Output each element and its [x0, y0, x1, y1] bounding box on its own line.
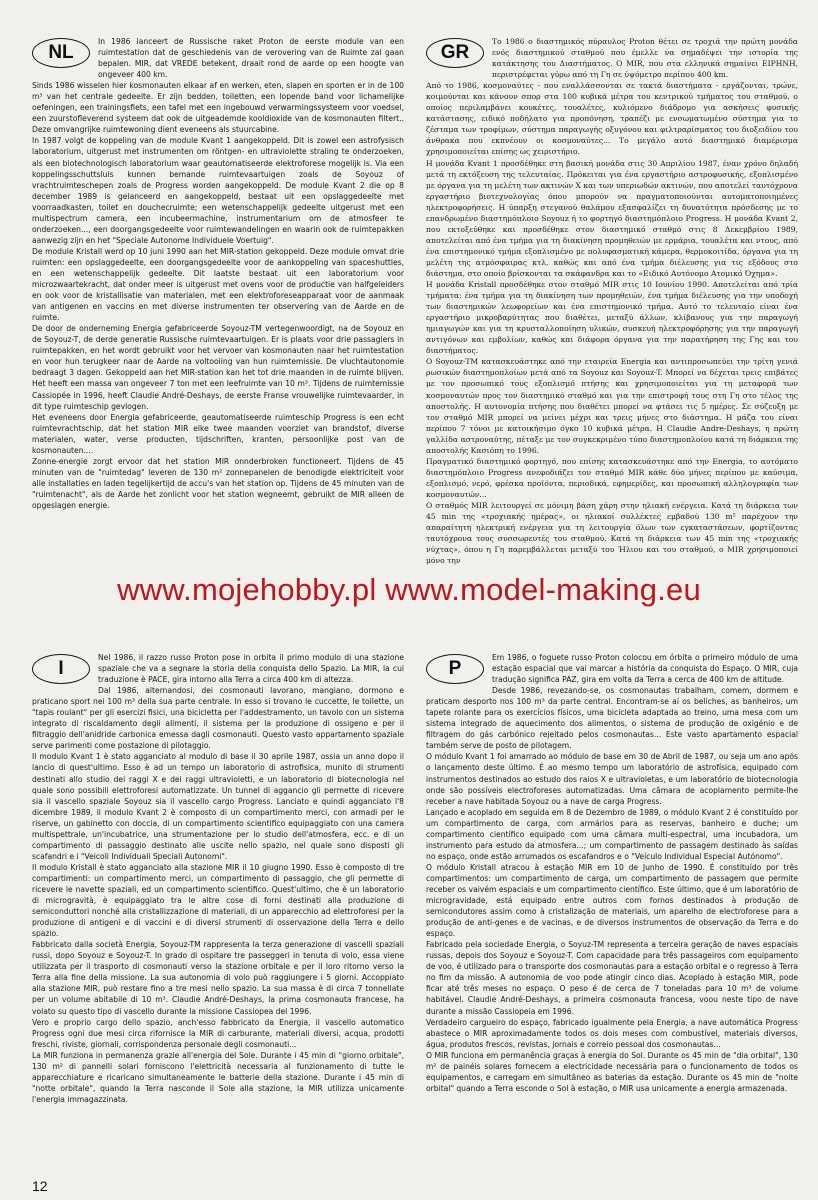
paragraph: Em 1986, o foguete russo Proton colocou em órbita o primeiro módulo de uma estação espacial que vai marcar a história da conquista do Espaço. O MIR, cuja tradução significa PAZ, gira em volta da Terra a cerca de 400 km de altitude. — [492, 653, 798, 685]
paragraph: De module Kristall werd op 10 juni 1990 aan het MIR-station gekoppeld. Deze module omvat drie ruimten: een opslaggedeelte, een doorgangsgedeelte voor de aankoppeling van spaceshuttles, en een wetenschappelijk gedeelte. Dit laatste bestaat uit een laboratorium voor microzwaartekracht, dat onder meer is uitgerust met ovens voor de productie van halfgeleiders en ook voor de kristallisatie van materialen, met een elektroforeseapparaat voor de aanmaak van antigenen en vaccins en met diverse instrumenten ter observering van de Aarde en de ruimte. — [32, 246, 404, 323]
section-dutch — [32, 36, 404, 596]
section-italian — [32, 652, 404, 1172]
paragraph: Από το 1986, κοσμοναύτες - που εναλλάσσονται σε τακτά διαστήματα - εργάζονται, τρώνε, κοιμούνται και κάνουν σπορ στα 100 κυβικά μέτρα του κεντρικού τμήματος του σταθμού, ο οποίος περιλαμβάνει κουκέτες, τουαλέτες, κυλιόμενο διάδρομο για ασκήσεις φυσικής κατάστασης, ειδικό ποδήλατο για προπόνηση, τραπέζι με ενσωματωμένο σύστημα για το ζέσταμα των τροφίμων, σύστημα παραγωγής οξυγόνου και φιλτραρίσματος του διοξειδίου του άνθρακα που εκπνέουν οι κοσμοναύτες... Το μεγάλο αυτό διαστημικό διαμέρισμα χρησιμοποιείται επίσης ως χειριστήριο. — [426, 81, 798, 157]
section-text — [426, 36, 798, 566]
paragraph: Η μονάδα Kristall προσδέθηκε στον σταθμό MIR στις 10 Ιουνίου 1990. Αποτελείται από τρία τμήματα: ένα τμήμα για τη διακίνηση των προμηθειών, ένα τμήμα διέλευσης για την υποδοχή των διαστημικών λεωφορείων και ένα επιστημονικό τμήμα. Αυτό το τελευταίο είναι ένα εργαστήριο μικροβαρύτητας που διαθέτει, μεταξύ άλλων, κλίβανους για την παραγωγή ημιαγωγών και για τη κρυσταλλοποίηση υλικών, συσκευή ηλεκτροφόρησης για την παραγωγή αντιγόνων και εμβολίων, καθώς και διάφορα όργανα για την παρατήρηση της Γης και του διαστήματος. — [426, 280, 798, 356]
paragraph: De door de onderneming Energia gefabriceerde Soyouz-TM vertegenwoordigt, na de Soyouz en de Soyouz-T, de derde generatie Russische ruimtevaartuigen. Er is plaats voor drie passagiers in ruimtepakken, en het wordt gebruikt voor het vervoer van kosmonauten naar het ruimtestation en voor hun terugkeer naar de Aarde na voltooiing van hun ruimtemissie. De vluchtautonomie bedraagt 3 dagen. Gekoppeld aan het MIR-station kan het tot drie maanden in de ruimte blijven. Het heeft een massa van ongeveer 7 ton met een leefruimte van 10 m³. Tijdens de ruimtemissie Cassiopée in 1996, heeft Claudie André-Deshays, de eerste Franse vrouwelijke ruimtevaarder, in dit type ruimteschip gevlogen. — [32, 324, 404, 411]
section-greek — [426, 36, 798, 631]
paragraph: Η μονάδα Kvant 1 προσδέθηκε στη βασική μονάδα στις 30 Απριλίου 1987, έναν χρόνο δηλαδή μετά τη εκτόξευση της τελευταίας. Πρόκειται για ένα εργαστήριο αστροφυσικής, εξοπλισμένο με όργανα για τη μελέτη των ακτινών Χ και των υπεριωδών ακτινών, που αποτελεί ταυτόχρονα εργαστήριο βιοτεχνολογίας όπου μπορούν να πραγματοποιούνται αυτοματοποιημένες ηλεκτροφορήσεις. Η ύπαρξη στεγανού θαλάμου εξασφαλίζει τη δυνατότητα πρόσδεσης με το επανδρωμένο διαστημόπλοιο Soyouz ή το φορτηγό διαστημόπλοιο Progress. Η μονάδα Kvant 2, που εκτοξεύθηκε και προσδέθηκε στον διαστημικό σταθμό στις 8 Δεκεμβρίου 1989, αποτελείται από ένα τμήμα για τη διακίνηση προμηθειών με ερμάρια, τουαλέτα και ντους, από ένα επιστημονικό τμήμα εξοπλισμένο με πολυφασματική κάμερα, θερμοκοιτίδα, όργανα για τη μελέτη της ατμόσφαιρας κτλ, καθώς και από ένα τμήμα διέλευσης για τις εξόδους στο διάστημα, στο οποίο βρίσκονται τα σκάφανδρα και το «Ειδικό Αυτόνομο Ατομικό Όχημα». — [426, 158, 798, 278]
language-badge: P — [426, 654, 484, 684]
paragraph: Ο Soyouz-TM κατασκευάστηκε από την εταιρεία Energia και αντιπροσωπεύει την τρίτη γενιά ρωσικών διαστημοπλοίων μετά από τα Soyouz και Soyouz-T. Μπορεί να δέχεται τρεις επιβάτες με τον προσωπικό τους εξοπλισμό πτήσης και χρησιμοποιείται για τη μεταφορά των κοσμοναυτών προς τον διαστημικό σταθμό και για την επιστροφή τους στη Γη στο τέλος της αποστολής. Η αυτονομία πτήσης που διαθέτει μπορεί να φτάσει τις 5 ημέρες. Σε σύζευξη με τον σταθμό MIR μπορεί να μείνει μέχρι και τρεις μήνες στο διάστημα. Η μάζα του είναι περίπου 7 τόνοι με κατοικήσιμο όγκο 10 κυβικά μέτρα. Η Claudie Andre-Deshays, η πρώτη γαλλίδα αστροναύτης, πέταξε με τον συγκεκριμένο τύπο διαστημοπλοίου κατά τη διάρκεια της αποστολής Κασιόπη το 1996. — [426, 357, 798, 455]
paragraph: O módulo Kvant 1 foi amarrado ao módulo de base em 30 de Abril de 1987, ou seja um ano após o lançamento deste último. É ao mesmo tempo um laboratório de astrofísica, equipado com instrumentos destinados ao estudo dos raios X e ultravioletas, e um laboratório de biotecnologia onde são possíveis electroforeses automatizadas. Uma câmara de acoplamento permite-lhe receber a nave habitada Soyouz ou a nave de carga Progress. — [426, 752, 798, 806]
paragraph: Zonne-energie zorgt ervoor dat het station MIR onnderbroken functioneert. Tijdens de 45 minuten van de "ruimtedag" leveren de 130 m² zonnepanelen de benodigde elektriciteit voor alle installaties en laden tegelijkertijd de accu's van het station op. Tijdens de 45 minuten van de "ruimtenacht", als de Aarde het zonlicht voor het station wegneemt, gebruikt de MIR alleen de opgeslagen energie. — [32, 456, 404, 510]
paragraph: Il modulo Kristall è stato agganciato alla stazione MIR il 10 giugno 1990. Esso è composto di tre compartimenti: un compartimento merci, un compartimento di passaggio, che gli permette di ricevere le navette spaziali, ed un compartimento scientifico. Quest'ultimo, che è un laboratorio di microgravità, è equipaggiato tra le altre cose di forni destinati alla produzione di semiconduttori nonché alla cristallizzazione di materiali, di un apparecchio ad elettroforesi per la produzione di antigeni e di vaccini e di diversi strumenti di osservazione della Terra e dello spazio. — [32, 862, 404, 939]
paragraph: Het eveneens door Energia gefabriceerde, geautomatiseerde ruimteschip Progress is een echt ruimtevrachtschip, dat het station MIR elke twee maanden voorziet van brandstof, diverse materialen, water, verse producten, tijdschriften, kranten, persoonlijke post van de kosmonauten.... — [32, 412, 404, 455]
paragraph: Desde 1986, revezando-se, os cosmonautas trabalham, comem, dormem e praticam desporto nos 100 m³ da parte central. Encontram-se aí os beliches, as banheiros, um tapete rolante para os exercícios físicos, uma bicicleta adaptada ao treino, uma mesa com um sistema integrado de aquecimento dos alimentos, o sistema de produção de oxigénio e de filtragem do gás carbónico rejeitado pelos cosmonautas... Este vasto apartamento espacial também serve de posto de pilotagem. — [426, 686, 798, 751]
section-text — [32, 652, 404, 1105]
paragraph: Verdadeiro cargueiro do espaço, fabricado igualmente pela Energia, a nave automática Progress abastece o MIR aproximadamente todos os dois meses com combustível, materiais diversos, água, produtos frescos, revistas, jornais e correio pessoal dos cosmonautas... — [426, 1017, 798, 1049]
paragraph: O MIR funciona em permanência graças à energia do Sol. Durante os 45 min de "dia orbital", 130 m² de painéis solares fornecem a electricidade necessária para o funcionamento de todos os equipamentos, e carregam em simultâneo as baterias da estação. Durante os 45 min de "noite orbital" quando a Terra esconde o Sol à estação, o MIR usa unicamente a energia armazenada. — [426, 1050, 798, 1093]
paragraph: La MIR funziona in permanenza grazie all'energia del Sole. Durante i 45 min di "giorno orbitale", 130 m² di pannelli solari forniscono l'elettricità necessaria al funzionamento di tutte le apparecchiature e ricaricano simultaneamente le batterie della stazione. Durante i 45 min di "notte orbitale", quando la Terra nasconde il Sole alla stazione, la MIR utilizza unicamente l'energia immagazzinata. — [32, 1050, 404, 1104]
language-badge: NL — [32, 38, 90, 68]
paragraph: Fabricado pela sociedade Energia, o Soyuz-TM representa a terceira geração de naves espaciais russas, depois dos Soyouz e Soyouz-T. Com capacidade para três passageiros com equipamento de voo, é utilizado para o transporte dos cosmonautas para a estação orbital e o regresso à Terra no fim da missão. A autonomia de voo pode atingir cinco dias. Acoplado à estação MIR, pode ficar até três meses no espaço. O peso é de cerca de 7 toneladas para 10 m³ de volume habitável. Claudie André-Deshays, a primeira cosmonauta francesa, voou neste tipo de nave durante a missão Cassiopeia em 1996. — [426, 940, 798, 1016]
watermark-urls: www.mojehobby.pl www.model-making.eu — [117, 572, 701, 607]
paragraph: In 1987 volgt de koppeling van de module Kvant 1 aangekoppeld. Dit is zowel een astrofysisch laboratorium, uitgerust met instrumenten om röntgen- en ultraviolette straling te onderzoeken, als een biotechnologisch laboratorium waar geautomatiseerde elektroforese mogelijk is. Via een koppelingsschuttsluis kunnen bemande ruimtevaartuigen zoals de Soyouz of vrachtruimteschepen zoals de Progress worden aangekoppeld. De module Kvant 2 die op 8 december 1989 is gelanceerd en aangekoppeld, bestaat uit een opslaggedeelte met voorraadkasten, toilet en douchecruimte; een wetenschappelijk gedeelte uitgerust met een multispectrum camera, een incubeermachine, instrumentarium om de atmosfeer te onderzoeken..., een doorgangsgedeelte voor ruimtewandelingen en waarin ook de ruimtepakken aanwezig zijn en het "Speciale Autonome Individuele Voertuig". — [32, 136, 404, 245]
paragraph: In 1986 lanceert de Russische raket Proton de eerste module van een ruimtestation dat de geschiedenis van de verovering van de Ruimte zal gaan bepalen. MIR, dat VREDE betekent, draait rond de aarde op een hoogte van ongeveer 400 km. — [98, 37, 404, 80]
paragraph: Lançado e acoplado em seguida em 8 de Dezembro de 1989, o módulo Kvant 2 é constituído por um compartimento de carga, com armários para as reservas, banheiro e duche; um compartimento científico equipado com uma câmara multi-espectral, uma incubadora, um instrumento para estudo da atmosfera...; um compartimento de passagem destinado às saídas no espaço, onde estão arrumados os escafandros e o "Veículo Individual Especial Autónomo". — [426, 807, 798, 861]
page-number: 12 — [32, 1178, 48, 1194]
paragraph: Dal 1986, alternandosi, dei cosmonauti lavorano, mangiano, dormono e praticano sport nei 100 m³ della sua parte centrale. In esso si trovano le cuccette, le toilette, un "tapis roulant" per gli esercizi fisici, una bicicletta per l'addestramento, un tavolo con un sistema integrato di riscaldamento degli alimenti, il sistema per la produzione di ossigeno e per il filtraggio dell'anidride carbonica emessa dagli cosmonauti. Questo vasto appartamento spaziale serve parimenti come postazione di pilotaggio. — [32, 686, 404, 751]
paragraph: Vero e proprio cargo dello spazio, anch'esso fabbricato da Energia, il vascello automatico Progress ogni due mesi circa rifornisce la MIR di carburante, materiali diversi, acqua, prodotti freschi, riviste, giornali, corrispondenza personale degli cosmonauti... — [32, 1017, 404, 1049]
paragraph: O módulo Kristall atracou à estação MIR em 10 de Junho de 1990. É constituído por três compartimentos: um compartimento de carga, um compartimento de passagem que permite receber os vaivém espaciais e um compartimento científico. Este último, que é um laboratório de microgravidade, está equipado entre outros com fornos destinados à produção de semicondutores assim como à cristalização de materiais, um aparelho de electroforese para a produção de anti-genes e de vacinas, e de diversos instrumentos de observação da Terra e do espaço. — [426, 862, 798, 939]
paragraph: Sinds 1986 wisselen hier kosmonauten elkaar af en werken, eten, slapen en sporten er in de 100 m³ van het centrale gedeelte. Er zijn bedden, toiletten, een lopende band voor lichamelijke oefeningen, een trainingsfiets, een tafel met een ingebouwd verwarmingssysteem voor voedsel, een zuurstofleverend systeem dat ook de uitgeademde kooldioxide van de kosmonauten filtert.. Deze omvangrijke ruimtewoning dient eveneens als stuurcabine. — [32, 81, 404, 135]
paragraph: Fabbricato dalla società Energia, Soyouz-TM rappresenta la terza generazione di vascelli spaziali russi, dopo Soyouz e Soyouz-T. In grado di ospitare tre passeggeri in tenuta di volo, essa viene utilizzata per il trasporto di cosmonauti verso la stazione orbitale e per il loro ritorno verso la Terra alla fine della missione. La sua autonomia di volo può raggiungere i 5 giorni. Accoppiato alla stazione MIR, può restare fino a tre mesi nello spazio. La sua massa è di circa 7 tonnellate per un volume abitabile di 10 m³. Claudie André-Deshays, la prima cosmonauta francese, ha volato su questo tipo di vascello durante la missione Cassiopea del 1996. — [32, 940, 404, 1016]
paragraph: Ο σταθμός MIR λειτουργεί σε μόνιμη βάση χάρη στην ηλιακή ενέργεια. Κατά τη διάρκεια των 45 min της «τροχιακής ημέρας», οι ηλιακοί συλλέκτες εμβαδού 130 m² παρέχουν την απαραίτητη ηλεκτρική ενέργεια για τη λειτουργία όλων των εγκαταστάσεων, φορτίζοντας ταυτόχρονα τους συσσωρευτές του σταθμού. Κατά τη διάρκεια των 45 min της «τροχιακής νύχτας», όπου η Γη παρεμβάλλεται μεταξύ του Ήλιου και του σταθμού, ο MIR χρησιμοποιεί μόνο την — [426, 500, 798, 566]
section-text — [426, 652, 798, 1094]
language-badge: I — [32, 654, 90, 684]
paragraph: Nel 1986, il razzo russo Proton pose in orbita il primo modulo di una stazione spaziale che va a segnare la storia della conquista dello Spazio. La MIR, la cui traduzione è PACE, gira intorno alla Terra a circa 400 km di altezza. — [98, 653, 404, 685]
section-portuguese — [426, 652, 798, 1172]
paragraph: Il modulo Kvant 1 è stato agganciato al modulo di base il 30 aprile 1987, ossia un anno dopo il lancio di quest'ultimo. Esso è ad un tempo un laboratorio di astrofisica, munito di strumenti destinati allo studio dei raggi X e dei raggi ultravioletti, e un laboratorio di biotecnologia nel quale sono possibili elettroforesi automatizzate. Un tunnel di aggancio gli permette di ricevere sia il vascello spaziale Soyouz sia il vascello cargo Progress. Lanciato e quindi agganciato l'8 dicembre 1989, il modulo Kvant 2 è composto di un compartimento merci, con armadi per le riserve, un gabinetto con doccia, di un compartimento scientifico equipaggiato con una camera multispettrale, un'incubatrice, una strumentazione per lo studio dell'atmosfera, ecc. e di un compartimento di passaggio destinato alle uscite nello spazio, nel quale sono disposti gli scafandri e i "Veicoli Individuali Speciali Autonomi". — [32, 752, 404, 861]
language-badge: GR — [426, 38, 484, 68]
paragraph: Πραγματικό διαστημικό φορτηγό, που επίσης κατασκευάστηκε από την Energia, το αυτόματο διαστημόπλοιο Progress ανεφοδιάζει τον σταθμό MIR κάθε δύο μήνες περίπου με καύσιμα, εξοπλισμό, νερό, φρέσκα προϊόντα, περιοδικά, εφημερίδες, και προσωπική αλληλογραφία των κοσμοναυτών... — [426, 456, 798, 499]
section-text — [32, 36, 404, 511]
paragraph: Το 1986 ο διαστημικός πύραυλος Proton θέτει σε τροχιά την πρώτη μονάδα ενός διαστημικού σταθμού που έμελλε να σημαδέψει την ιστορία της κατάκτησης του Διαστήματος. Ο MIR, που στα ελληνικά σημαίνει ΕΙΡΗΝΗ, περιστρέφεται γύρω από τη Γη σε ύψόμετρο περίπου 400 km. — [492, 37, 798, 80]
